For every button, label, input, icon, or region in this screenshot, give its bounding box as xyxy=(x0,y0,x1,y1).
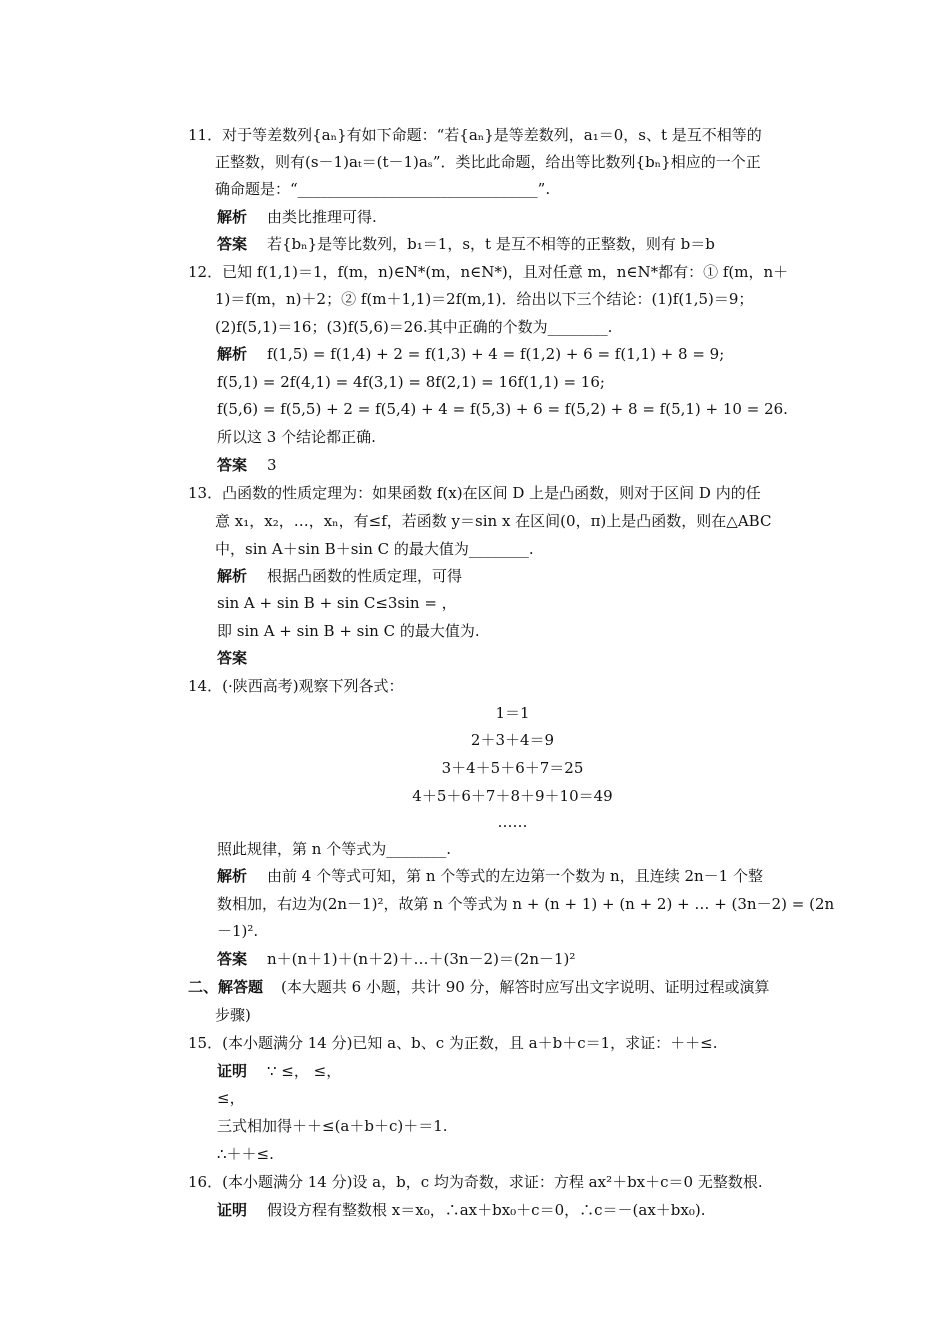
q11-line-3: 确命题是：“________________________________”. xyxy=(215,180,551,198)
q14-analysis-1: 由前 4 个等式可知，第 n 个等式的左边第一个数为 n，且连续 2n－1 个整 xyxy=(267,867,763,885)
q14-formula-3: 3＋4＋5＋6＋7＝25 xyxy=(441,759,584,777)
q13-analysis-1: 根据凸函数的性质定理，可得 xyxy=(267,567,463,585)
q16-line-1: 16．(本小题满分 14 分)设 a，b，c 均为奇数，求证：方程 ax²＋bx＋c＝0 无整数根. xyxy=(188,1173,763,1191)
q14-answer-label: 答案 xyxy=(217,950,248,968)
q13-line-1: 13．凸函数的性质定理为：如果函数 f(x)在区间 D 上是凸函数，则对于区间 D 内的任 xyxy=(188,484,761,502)
q11-answer: 若{bₙ}是等比数列，b₁＝1，s，t 是互不相等的正整数，则有 b＝b xyxy=(267,235,715,253)
q14-formula-1: 1＝1 xyxy=(495,704,530,722)
q16-proof-label: 证明 xyxy=(217,1201,248,1219)
q12-answer: 3 xyxy=(267,456,277,474)
q14-formula-4: 4＋5＋6＋7＋8＋9＋10＝49 xyxy=(412,787,613,805)
q13-analysis-2: sin A + sin B + sin C≤3sin = ， xyxy=(217,594,457,612)
q14-line-1: 14．(·陕西高考)观察下列各式： xyxy=(188,677,404,695)
q12-analysis-4: 所以这 3 个结论都正确. xyxy=(217,428,376,446)
q15-proof-label: 证明 xyxy=(217,1062,248,1080)
q15-proof-4: ∴＋＋≤. xyxy=(217,1145,274,1163)
section-heading: 二、解答题 xyxy=(188,978,264,996)
q13-line-2: 意 x₁，x₂，…，xₙ，有≤f，若函数 y＝sin x 在区间(0，π)上是凸函数，则在△ABC xyxy=(215,512,772,530)
q15-proof-2: ≤， xyxy=(217,1089,245,1107)
q11-line-1: 11．对于等差数列{aₙ}有如下命题：“若{aₙ}是等差数列，a₁＝0，s、t 是互不相等的 xyxy=(188,126,762,144)
q14-analysis-3: －1)². xyxy=(217,922,259,940)
q13-analysis-label: 解析 xyxy=(217,567,248,585)
q13-answer-label: 答案 xyxy=(217,649,248,667)
section-description-2: 步骤) xyxy=(215,1006,251,1024)
q15-proof-1: ∵ ≤， ≤， xyxy=(267,1062,342,1080)
q12-answer-label: 答案 xyxy=(217,456,248,474)
q12-line-2: 1)＝f(m，n)＋2；② f(m＋1,1)＝2f(m,1)．给出以下三个结论：(1)f(1,5)＝9； xyxy=(215,290,754,308)
q16-proof-1: 假设方程有整数根 x＝x₀，∴ax＋bx₀＋c＝0，∴c＝－(ax＋bx₀). xyxy=(267,1201,706,1219)
q12-analysis-3: f(5,6) = f(5,5) + 2 = f(5,4) + 4 = f(5,3) + 6 = f(5,2) + 8 = f(5,1) + 10 = 26. xyxy=(217,400,788,418)
q14-ellipsis: …… xyxy=(497,813,528,831)
q12-analysis-label: 解析 xyxy=(217,345,248,363)
q14-formula-2: 2＋3＋4＝9 xyxy=(470,731,555,749)
q11-analysis-label: 解析 xyxy=(217,208,248,226)
q14-analysis-2: 数相加，右边为(2n－1)²，故第 n 个等式为 n + (n + 1) + (n + 2) + … + (3n－2) = (2n xyxy=(217,895,835,913)
q13-analysis-3: 即 sin A + sin B + sin C 的最大值为. xyxy=(217,622,480,640)
q14-analysis-label: 解析 xyxy=(217,867,248,885)
q11-answer-label: 答案 xyxy=(217,235,248,253)
q12-analysis-1: f(1,5) = f(1,4) + 2 = f(1,3) + 4 = f(1,2) + 6 = f(1,1) + 8 = 9; xyxy=(267,345,725,363)
q14-answer: n＋(n＋1)＋(n＋2)＋…＋(3n－2)＝(2n－1)² xyxy=(267,950,576,968)
q12-analysis-2: f(5,1) = 2f(4,1) = 4f(3,1) = 8f(2,1) = 16f(1,1) = 16; xyxy=(217,373,605,391)
q12-line-1: 12．已知 f(1,1)＝1，f(m，n)∈N*(m，n∈N*)，且对任意 m，n∈N*都有：① f(m，n＋ xyxy=(188,263,789,281)
q13-line-3: 中，sin A＋sin B＋sin C 的最大值为________. xyxy=(215,540,534,558)
q15-proof-3: 三式相加得＋＋≤(a＋b＋c)＋＝1. xyxy=(217,1117,448,1135)
q11-analysis: 由类比推理可得. xyxy=(267,208,377,226)
q11-line-2: 正整数，则有(s－1)aₜ＝(t－1)aₛ”．类比此命题，给出等比数列{bₙ}相应的一个正 xyxy=(215,153,761,171)
q14-question: 照此规律，第 n 个等式为________. xyxy=(217,840,451,858)
q12-line-3: (2)f(5,1)＝16；(3)f(5,6)＝26.其中正确的个数为________. xyxy=(215,318,613,336)
section-description: (本大题共 6 小题，共计 90 分，解答时应写出文字说明、证明过程或演算 xyxy=(281,978,770,996)
q15-line-1: 15．(本小题满分 14 分)已知 a、b、c 为正数，且 a＋b＋c＝1，求证：＋＋≤. xyxy=(188,1034,718,1052)
